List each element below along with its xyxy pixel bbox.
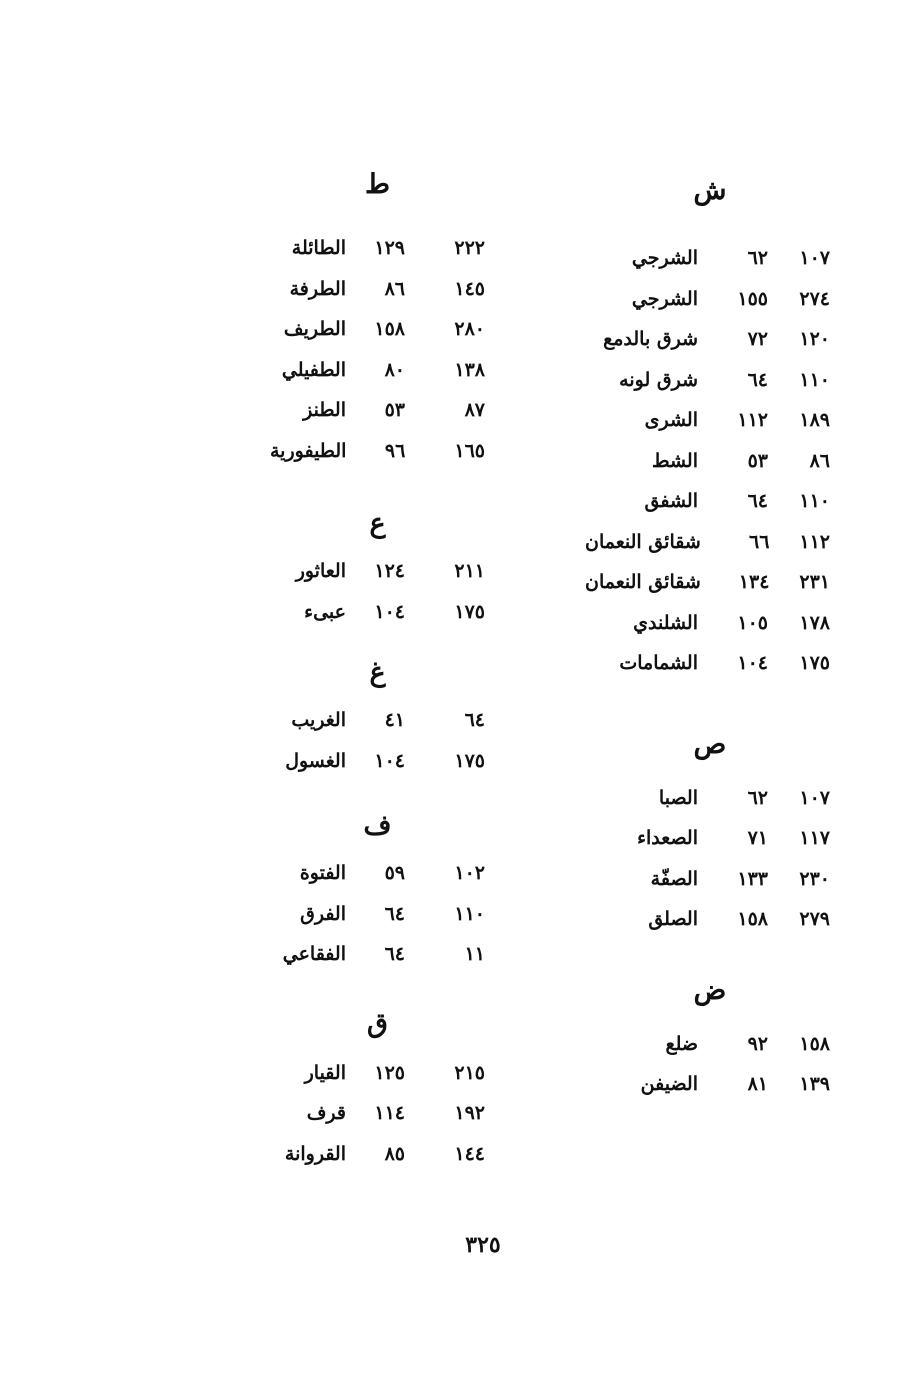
entry-page: ١١٠ bbox=[454, 902, 485, 925]
entry-number: ١٥٨ bbox=[737, 908, 768, 930]
entry-term: شرق بالدمع bbox=[603, 328, 698, 350]
section-letter: ع bbox=[369, 508, 386, 539]
entry-page: ١١٧ bbox=[799, 827, 830, 849]
entry-term: شقائق النعمان bbox=[585, 571, 701, 593]
entry-term: الغريب bbox=[291, 709, 346, 731]
section-letter: غ bbox=[369, 657, 386, 688]
entry-number: ١٣٤ bbox=[738, 571, 770, 593]
index-entry bbox=[585, 328, 830, 369]
entry-term: عبىء bbox=[304, 600, 346, 623]
entry-page: ١٧٥ bbox=[799, 652, 830, 674]
entry-number: ٦٢ bbox=[747, 247, 768, 269]
entry-term: الشرى bbox=[644, 409, 698, 431]
entry-term: القيار bbox=[304, 1061, 346, 1084]
index-entry bbox=[585, 571, 830, 612]
index-entry bbox=[585, 490, 830, 531]
entry-page: ٢٣٠ bbox=[799, 867, 830, 890]
section-letter: ق bbox=[367, 1007, 388, 1039]
entry-number: ٦٤ bbox=[384, 902, 405, 925]
entry-term: الطفيلي bbox=[281, 358, 346, 381]
index-entry bbox=[270, 943, 485, 984]
entry-number: ١٢٤ bbox=[374, 560, 405, 582]
entry-number: ٩٦ bbox=[384, 439, 406, 462]
entry-number: ١٢٩ bbox=[374, 237, 405, 259]
entry-number: ٨٦ bbox=[384, 277, 405, 300]
entry-term: الطيفورية bbox=[270, 439, 347, 462]
entry-term: الصفّة bbox=[650, 867, 698, 890]
entry-number: ١٠٥ bbox=[737, 611, 768, 634]
index-entry bbox=[585, 868, 830, 909]
entry-page: ٢١١ bbox=[454, 560, 485, 582]
entry-page: ١٧٥ bbox=[454, 749, 485, 772]
index-entry bbox=[270, 750, 485, 791]
entry-page: ١٢٠ bbox=[799, 328, 830, 350]
entry-number: ٦٤ bbox=[747, 368, 768, 391]
entry-term: الطريف bbox=[283, 318, 346, 340]
entry-page: ٢٧٤ bbox=[799, 287, 830, 310]
entry-page: ١٣٨ bbox=[454, 358, 485, 381]
index-entry bbox=[270, 709, 485, 750]
section-letter: ص bbox=[693, 728, 727, 760]
index-column-left bbox=[270, 165, 485, 1183]
index-entry bbox=[270, 862, 485, 903]
index-entry bbox=[270, 359, 485, 400]
entry-number: ٨٠ bbox=[384, 358, 405, 381]
index-entry bbox=[585, 612, 830, 653]
index-entry bbox=[585, 369, 830, 410]
entry-page: ١٩٢ bbox=[454, 1102, 485, 1124]
entry-page: ٢١٥ bbox=[454, 1061, 485, 1084]
entry-number: ٥٣ bbox=[384, 399, 405, 421]
entry-term: الفرق bbox=[300, 902, 346, 925]
entry-term: الفقاعي bbox=[282, 943, 346, 965]
index-entry bbox=[270, 1102, 485, 1143]
section-letter: ش bbox=[693, 175, 727, 206]
entry-number: ٧٢ bbox=[747, 328, 768, 350]
entry-page: ١١٠ bbox=[799, 368, 830, 391]
entry-term: شرق لونه bbox=[619, 368, 698, 391]
entry-number: ٤١ bbox=[384, 709, 405, 731]
index-entry bbox=[270, 601, 485, 642]
entry-page: ١٦٥ bbox=[454, 439, 485, 462]
index-entry bbox=[270, 440, 485, 481]
index-entry bbox=[585, 827, 830, 868]
entry-page: ٨٦ bbox=[809, 449, 830, 472]
entry-term: الشط bbox=[651, 449, 698, 472]
entry-term: الصلق bbox=[648, 908, 698, 930]
entry-term: الشرجي bbox=[631, 247, 698, 269]
entry-page: ٢٣١ bbox=[799, 571, 830, 593]
index-entry bbox=[585, 652, 830, 693]
entry-number: ١١٤ bbox=[374, 1102, 405, 1124]
entry-term: قرف bbox=[306, 1102, 346, 1124]
entry-number: ١٠٤ bbox=[374, 749, 405, 772]
entry-term: الطرفة bbox=[289, 277, 346, 300]
entry-term: الشمامات bbox=[619, 652, 698, 674]
index-section-sad bbox=[585, 728, 830, 949]
index-entry bbox=[270, 1143, 485, 1184]
index-entry bbox=[270, 399, 485, 440]
entry-term: شقائق النعمان bbox=[585, 530, 701, 553]
entry-term: الشفق bbox=[644, 490, 698, 512]
index-entry bbox=[270, 237, 485, 278]
entry-page: ١٠٢ bbox=[454, 862, 485, 884]
index-column-right bbox=[585, 165, 830, 1114]
index-entry bbox=[270, 318, 485, 359]
entry-term: العاثور bbox=[295, 560, 346, 582]
entry-term: الطائلة bbox=[291, 237, 346, 259]
entry-page: ١٨٩ bbox=[799, 409, 830, 431]
entry-number: ٦٤ bbox=[384, 943, 405, 965]
entry-number: ٦٢ bbox=[747, 786, 768, 809]
index-entry bbox=[270, 1062, 485, 1103]
entry-number: ٦٦ bbox=[749, 530, 770, 553]
entry-page: ١٧٥ bbox=[454, 600, 485, 623]
index-entry bbox=[585, 531, 830, 572]
entry-page: ١٠٧ bbox=[799, 786, 830, 809]
entry-number: ١٠٤ bbox=[374, 600, 405, 623]
entry-number: ١٥٨ bbox=[374, 318, 405, 340]
index-entry bbox=[585, 450, 830, 491]
index-entry bbox=[585, 1073, 830, 1114]
entry-term: ضلع bbox=[665, 1032, 698, 1055]
entry-page: ٦٤ bbox=[464, 709, 485, 731]
entry-page: ١١٢ bbox=[799, 530, 830, 553]
index-entry bbox=[585, 409, 830, 450]
entry-term: الشلندي bbox=[633, 611, 698, 634]
entry-number: ٧١ bbox=[747, 827, 768, 849]
entry-term: الفتوة bbox=[299, 862, 346, 884]
entry-page: ١٣٩ bbox=[799, 1073, 830, 1095]
index-section-ta bbox=[270, 171, 485, 480]
entry-number: ١٢٥ bbox=[374, 1061, 405, 1084]
entry-page: ٢٢٢ bbox=[454, 237, 485, 259]
index-entry bbox=[585, 908, 830, 949]
entry-number: ٨٥ bbox=[384, 1142, 405, 1165]
entry-number: ٦٤ bbox=[747, 490, 768, 512]
entry-page: ٢٨٠ bbox=[454, 318, 485, 340]
index-section-dad bbox=[585, 974, 830, 1114]
entry-number: ٨١ bbox=[747, 1073, 768, 1095]
entry-page: ١٧٨ bbox=[799, 611, 830, 634]
entry-page: ١١٠ bbox=[799, 490, 830, 512]
entry-number: ٩٢ bbox=[747, 1032, 768, 1055]
index-section-fa bbox=[270, 812, 485, 984]
entry-number: ٥٣ bbox=[747, 449, 768, 472]
index-section-ghayn bbox=[270, 659, 485, 790]
entry-number: ١٥٥ bbox=[737, 287, 768, 310]
index-entry bbox=[585, 787, 830, 828]
entry-page: ١٤٤ bbox=[454, 1142, 485, 1165]
index-entry bbox=[585, 1033, 830, 1074]
index-entry bbox=[270, 560, 485, 601]
entry-page: ٢٧٩ bbox=[799, 908, 830, 930]
page-number: ٣٢٥ bbox=[465, 1232, 501, 1258]
entry-page: ١٠٧ bbox=[799, 247, 830, 269]
section-letter: ف bbox=[363, 810, 392, 841]
entry-term: الغسول bbox=[285, 749, 346, 772]
section-letter: ض bbox=[693, 974, 727, 1006]
section-letter: ط bbox=[365, 169, 390, 200]
index-entry bbox=[270, 278, 485, 319]
entry-term: القروانة bbox=[284, 1142, 346, 1165]
entry-number: ٥٩ bbox=[384, 862, 405, 884]
index-entry bbox=[585, 288, 830, 329]
entry-term: الضيفن bbox=[640, 1073, 698, 1095]
entry-page: ١١ bbox=[464, 943, 485, 965]
entry-term: الصعداء bbox=[637, 827, 698, 849]
entry-page: ١٤٥ bbox=[454, 277, 485, 300]
index-section-qaf bbox=[270, 1007, 485, 1184]
entry-term: الشرجي bbox=[631, 287, 698, 310]
index-entry bbox=[585, 247, 830, 288]
index-entry bbox=[270, 903, 485, 944]
entry-term: الطنز bbox=[303, 399, 346, 421]
entry-page: ٨٧ bbox=[464, 399, 485, 421]
entry-page: ١٥٨ bbox=[799, 1032, 830, 1055]
entry-number: ١١٢ bbox=[737, 409, 768, 431]
index-section-ayn bbox=[270, 510, 485, 641]
entry-number: ١٣٣ bbox=[737, 867, 768, 890]
index-section-shin bbox=[585, 177, 830, 693]
entry-term: الصبا bbox=[658, 786, 698, 809]
entry-number: ١٠٤ bbox=[737, 652, 768, 674]
